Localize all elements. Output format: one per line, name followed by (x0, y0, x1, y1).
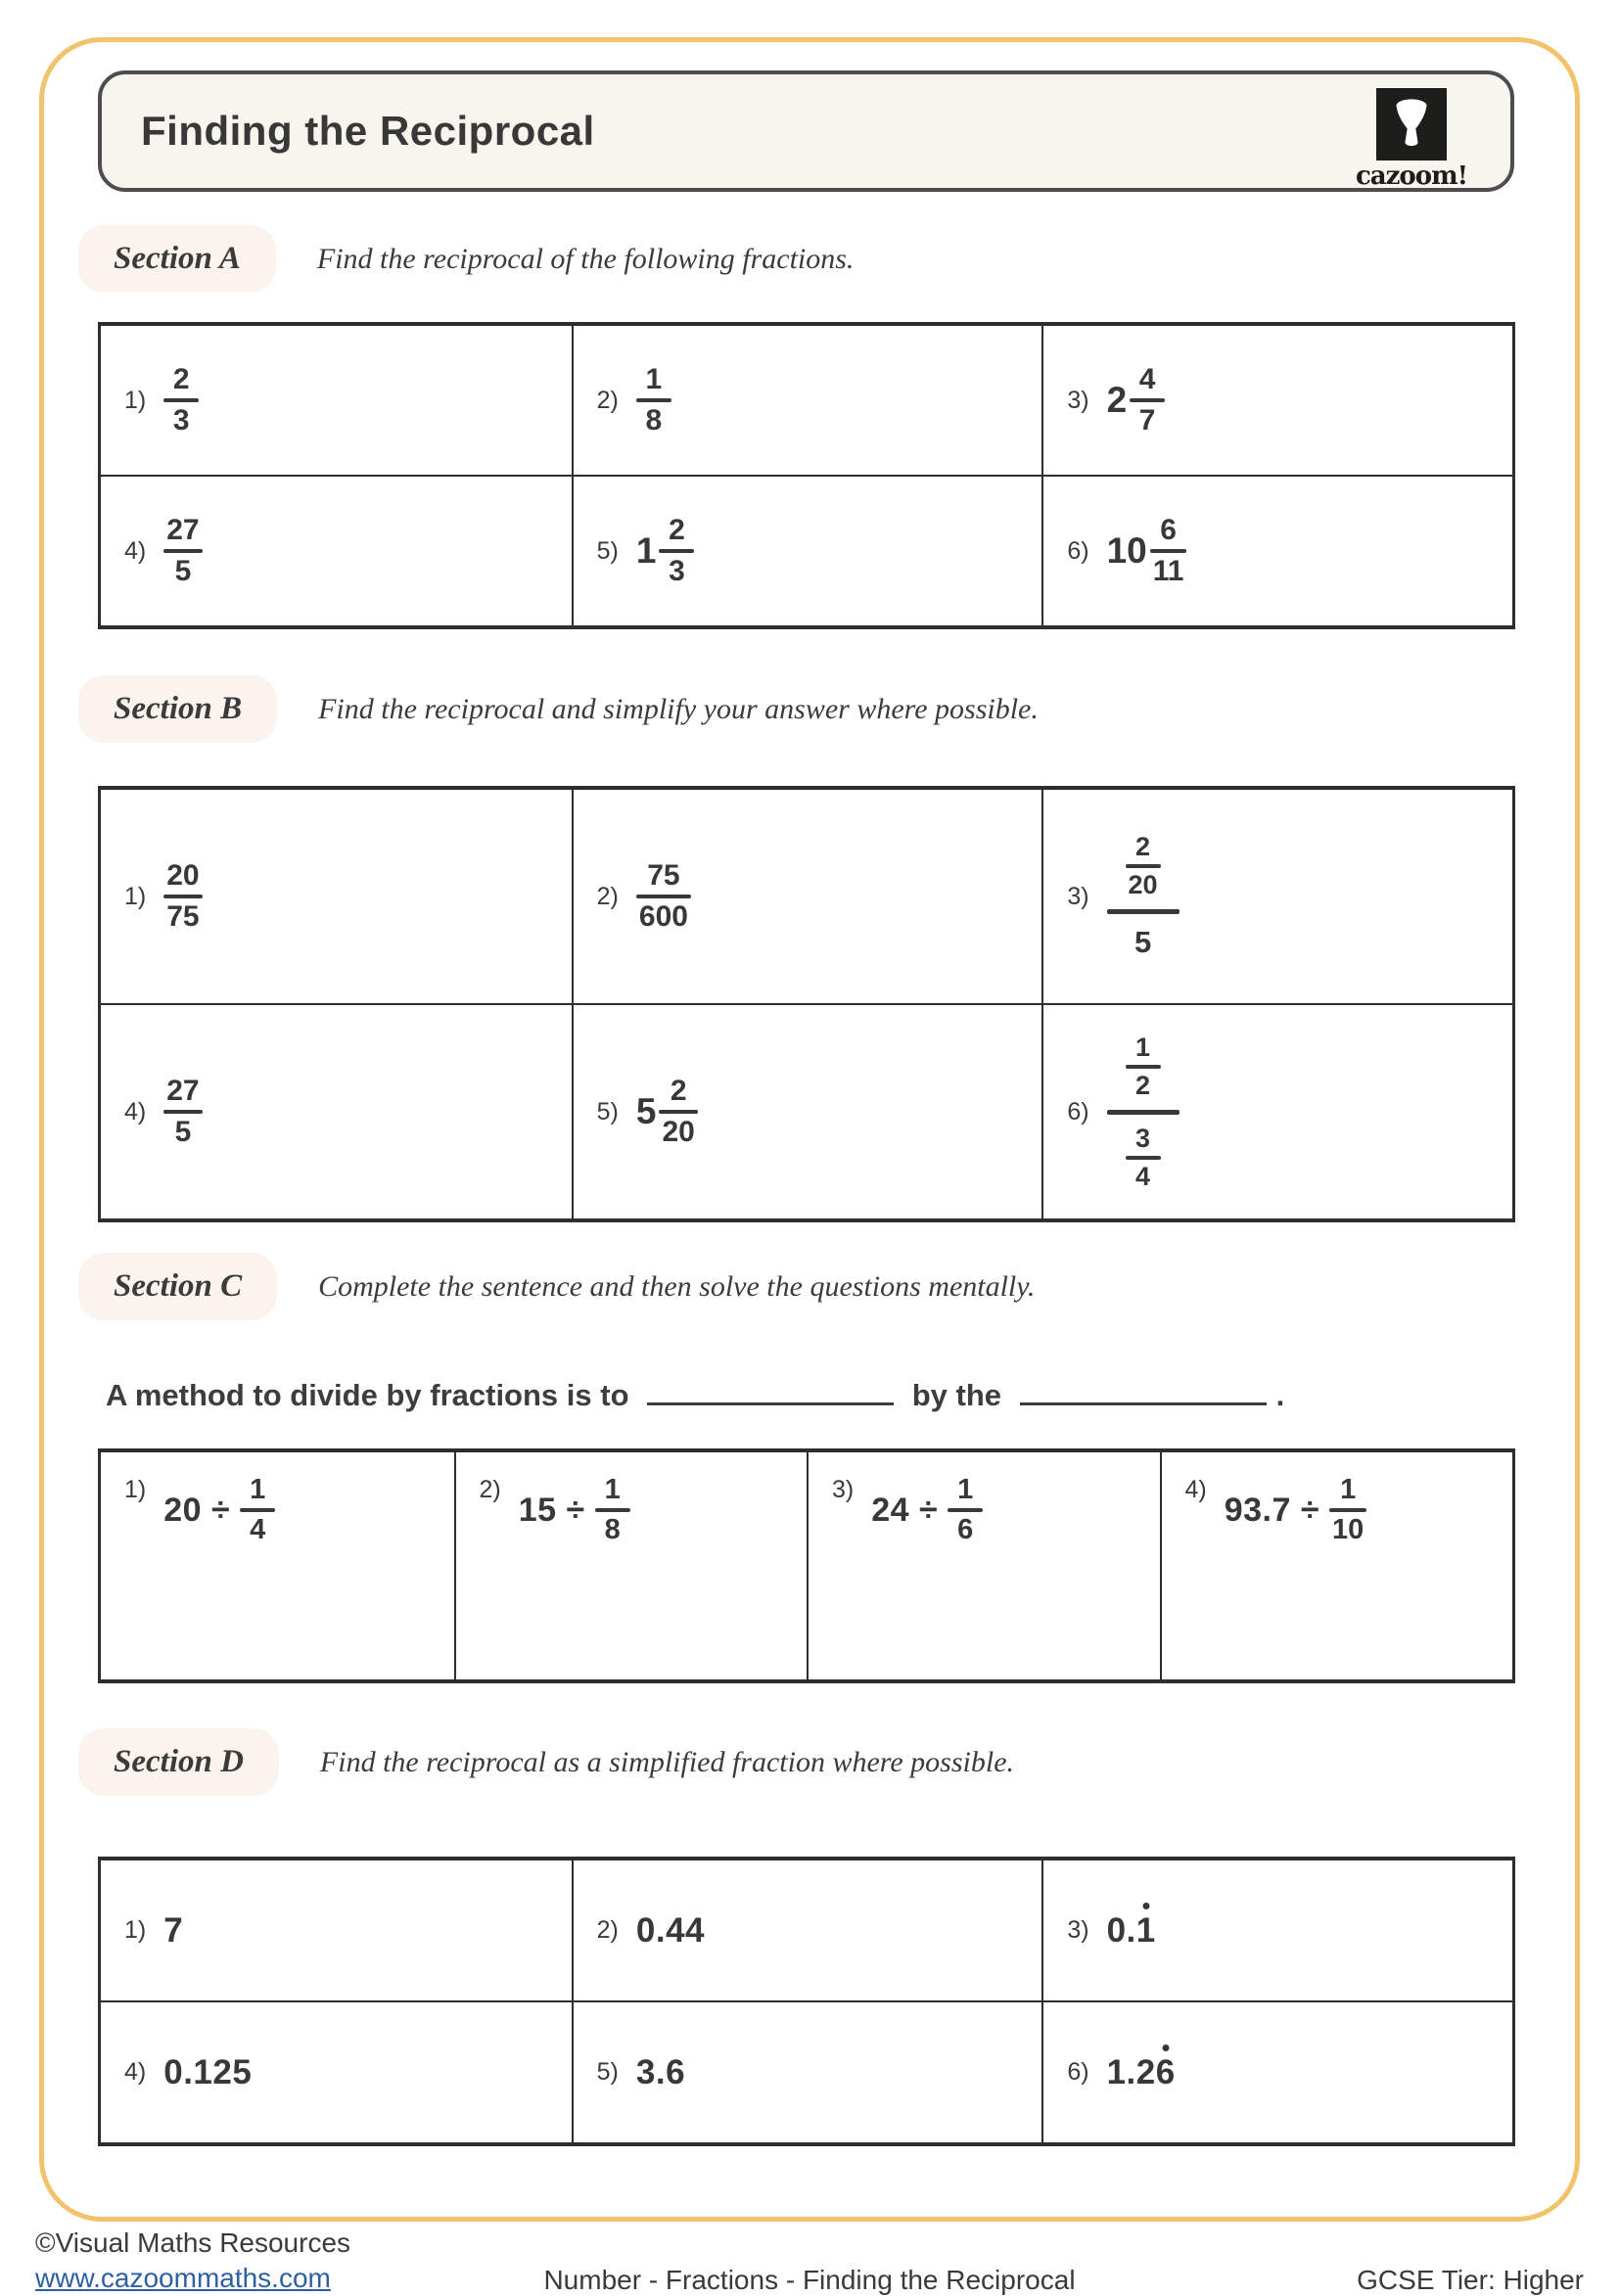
question-number: 5) (596, 2058, 619, 2086)
whole-number: 10 (1106, 530, 1147, 571)
denominator: 4 (250, 1514, 266, 1545)
fraction-bar (1107, 1110, 1180, 1115)
math-text: 20 ÷ (163, 1491, 231, 1529)
question-cell (572, 477, 1042, 625)
section-label: Section A (78, 225, 276, 293)
question-number: 3) (1067, 882, 1089, 910)
answer-blank[interactable] (647, 1373, 894, 1405)
numerator: 27 (166, 1075, 200, 1107)
denominator: 5 (174, 1116, 192, 1148)
math-text: 0.125 (163, 2052, 253, 2091)
section-a (78, 225, 1537, 629)
numerator: 27 (166, 514, 200, 546)
denominator: 11 (1152, 555, 1184, 587)
section-header (78, 1728, 1537, 1796)
fraction (636, 365, 671, 436)
fraction (1126, 1034, 1161, 1099)
question-cell (572, 326, 1042, 475)
fraction-bar (1130, 398, 1165, 402)
denominator: 10 (1332, 1514, 1365, 1545)
denominator: 8 (604, 1514, 621, 1545)
section-header (78, 1253, 1537, 1320)
question-cell (101, 1452, 454, 1679)
math-text: 24 ÷ (871, 1491, 939, 1529)
math-expression (1107, 516, 1187, 586)
section-instruction: Find the reciprocal of the following fractions. (316, 242, 855, 275)
question-number: 3) (1067, 386, 1089, 414)
question-number: 2) (596, 1916, 619, 1944)
section-c (78, 1253, 1537, 1683)
whole-number: 1 (635, 530, 657, 571)
fraction-bar (659, 1110, 697, 1114)
fraction-bar (163, 1110, 202, 1114)
fraction-bar (163, 549, 202, 553)
question-number: 6) (1067, 1097, 1089, 1125)
question-number: 1) (124, 1476, 147, 1503)
numerator: 75 (647, 859, 680, 892)
math-text: 3.6 (635, 2052, 686, 2091)
question-number: 4) (124, 2058, 147, 2086)
table-row (101, 1452, 1512, 1679)
section-label: Section B (78, 675, 277, 743)
question-table (98, 786, 1515, 1222)
drum-icon (1376, 88, 1447, 161)
table-row (101, 790, 1512, 1003)
question-number: 1) (124, 386, 147, 414)
numerator: 2 (670, 1075, 687, 1107)
numerator: 4 (1138, 363, 1156, 395)
fraction (595, 1476, 630, 1544)
fraction-bar (1150, 549, 1187, 553)
question-cell (101, 790, 572, 1003)
math-expression (871, 1476, 983, 1544)
numerator: 1 (1340, 1474, 1357, 1505)
section-instruction: Complete the sentence and then solve the questions mentally. (318, 1269, 1036, 1303)
denominator: 8 (645, 404, 663, 436)
fraction (659, 1077, 697, 1147)
denominator: 600 (638, 900, 688, 933)
question-number: 3) (832, 1476, 855, 1503)
fraction (1150, 516, 1187, 586)
fraction (1126, 831, 1161, 899)
math-expression (636, 2053, 685, 2092)
question-number: 4) (1184, 1476, 1207, 1503)
math-expression (636, 1077, 698, 1147)
fraction-bar (163, 895, 202, 898)
question-number: 6) (1067, 2058, 1089, 2086)
fraction-bar (659, 549, 694, 553)
question-cell (1041, 1860, 1512, 2000)
question-cell (101, 2002, 572, 2142)
question-number: 5) (596, 536, 619, 565)
fraction-bar (1107, 909, 1180, 914)
question-cell (1041, 2002, 1512, 2142)
fraction (163, 1077, 202, 1147)
section-label: Section D (78, 1728, 279, 1796)
math-expression (163, 861, 202, 932)
question-cell (101, 1860, 572, 2000)
fraction-bar (163, 398, 199, 402)
question-number: 4) (124, 1097, 147, 1125)
fraction-bar (240, 1508, 275, 1512)
math-text: 7 (163, 1910, 184, 1950)
denominator: 3 (172, 404, 190, 436)
math-expression (636, 861, 691, 932)
fraction (659, 516, 694, 586)
numerator: 2 (172, 363, 190, 395)
math-expression (163, 1077, 202, 1147)
denominator: 5 (174, 555, 192, 587)
numerator: 3 (1135, 1123, 1151, 1153)
math-expression (163, 516, 202, 586)
question-cell (101, 477, 572, 625)
fraction (1130, 365, 1165, 436)
fraction-bar (948, 1508, 983, 1512)
math-expression (636, 516, 695, 586)
sentence-text: by the (903, 1378, 1010, 1412)
math-text: 0. (1106, 1910, 1136, 1950)
question-cell (572, 1005, 1042, 1218)
question-number: 2) (479, 1476, 501, 1503)
fraction (163, 861, 202, 932)
question-cell (807, 1452, 1160, 1679)
math-expression (163, 1476, 275, 1544)
fraction (1126, 1125, 1161, 1190)
numerator: 1 (645, 363, 663, 395)
table-row (101, 326, 1512, 475)
numerator: 20 (166, 859, 200, 892)
question-number: 5) (596, 1097, 619, 1125)
footer-breadcrumb: Number - Fractions - Finding the Reciprocal (543, 2265, 1076, 2295)
footer-tier: GCSE Tier: Higher (1357, 2265, 1584, 2295)
fraction (163, 516, 202, 586)
question-cell (1041, 1005, 1512, 1218)
denominator: 4 (1135, 1161, 1151, 1191)
sentence-text: A method to divide by fractions is to (106, 1378, 638, 1412)
fraction-bar (1126, 864, 1161, 868)
fraction-bar (1126, 1065, 1161, 1069)
question-cell (572, 790, 1042, 1003)
math-text: 93.7 ÷ (1224, 1491, 1320, 1529)
math-text: 15 ÷ (518, 1491, 585, 1529)
question-cell (572, 2002, 1042, 2142)
math-expression (163, 365, 199, 436)
fill-in-sentence (106, 1373, 1537, 1413)
numerator: 1 (1135, 1032, 1151, 1062)
question-cell (1041, 790, 1512, 1003)
section-label: Section C (78, 1253, 277, 1320)
table-row (101, 1003, 1512, 1218)
recurring-digit: 1 (1135, 1910, 1156, 1950)
title-box (98, 70, 1514, 192)
question-cell (101, 326, 572, 475)
math-expression (519, 1476, 630, 1544)
numerator: 2 (1135, 831, 1151, 861)
answer-blank[interactable] (1020, 1373, 1267, 1405)
question-cell (101, 1005, 572, 1218)
fraction-bar (636, 895, 691, 898)
whole-number: 5 (635, 1091, 657, 1131)
recurring-digit: 6 (1155, 2052, 1176, 2091)
question-cell (1041, 477, 1512, 625)
question-number: 1) (124, 1916, 147, 1944)
math-expression (636, 365, 671, 436)
section-instruction: Find the reciprocal and simplify your answer where possible. (318, 692, 1039, 725)
question-cell (1160, 1452, 1513, 1679)
numerator: 6 (1160, 514, 1177, 546)
question-cell (1041, 326, 1512, 475)
question-cell (572, 1860, 1042, 2000)
math-expression (636, 1911, 705, 1951)
denominator: 75 (166, 900, 200, 933)
math-expression (1107, 1034, 1180, 1190)
math-text: 5 (1133, 924, 1152, 959)
question-number: 2) (596, 386, 619, 414)
fraction-bar (595, 1508, 630, 1512)
fraction-bar (636, 398, 671, 402)
page-title: Finding the Reciprocal (141, 108, 595, 154)
footer-link[interactable]: www.cazoommaths.com (35, 2263, 331, 2293)
section-d (78, 1728, 1537, 2146)
fraction (240, 1476, 275, 1544)
question-table (98, 1857, 1515, 2146)
denominator: 20 (1128, 869, 1158, 899)
math-text: 1.2 (1106, 2052, 1156, 2091)
fraction-bar (1329, 1508, 1366, 1512)
fraction (1329, 1476, 1366, 1544)
question-number: 1) (124, 882, 147, 910)
fraction (163, 365, 199, 436)
math-expression (1107, 1911, 1156, 1951)
cazoom-logo (1356, 88, 1467, 191)
numerator: 1 (250, 1474, 266, 1505)
fraction (636, 861, 691, 932)
section-header (78, 225, 1537, 293)
numerator: 1 (604, 1474, 621, 1505)
question-number: 4) (124, 536, 147, 565)
math-expression (1107, 831, 1180, 960)
denominator: 7 (1138, 404, 1156, 436)
logo-wordmark: cazoom! (1355, 161, 1467, 191)
section-instruction: Find the reciprocal as a simplified fraction where possible. (319, 1745, 1015, 1778)
denominator: 20 (662, 1116, 695, 1148)
table-row (101, 1860, 1512, 2000)
denominator: 2 (1135, 1070, 1151, 1100)
math-expression (163, 1911, 183, 1951)
denominator: 6 (957, 1514, 974, 1545)
question-number: 6) (1067, 536, 1089, 565)
numerator: 2 (669, 514, 685, 546)
math-expression (1225, 1476, 1367, 1544)
complex-fraction (1107, 1034, 1180, 1190)
complex-fraction (1107, 831, 1180, 960)
table-row (101, 2000, 1512, 2142)
math-text: 0.44 (635, 1910, 706, 1950)
section-b (78, 675, 1537, 1222)
question-table (98, 322, 1515, 629)
question-number: 2) (596, 882, 619, 910)
question-number: 3) (1067, 1916, 1089, 1944)
fraction (948, 1476, 983, 1544)
fraction-bar (1126, 1156, 1161, 1160)
sentence-text: . (1275, 1378, 1285, 1412)
question-cell (454, 1452, 808, 1679)
numerator: 1 (957, 1474, 974, 1505)
question-table (98, 1448, 1515, 1683)
denominator: 3 (669, 555, 685, 587)
math-expression (1107, 365, 1166, 436)
footer-copyright: ©Visual Maths Resources (35, 2227, 351, 2258)
whole-number: 2 (1106, 380, 1128, 420)
table-row (101, 475, 1512, 625)
math-expression (1107, 2053, 1176, 2092)
section-header (78, 675, 1537, 743)
math-expression (163, 2053, 252, 2092)
